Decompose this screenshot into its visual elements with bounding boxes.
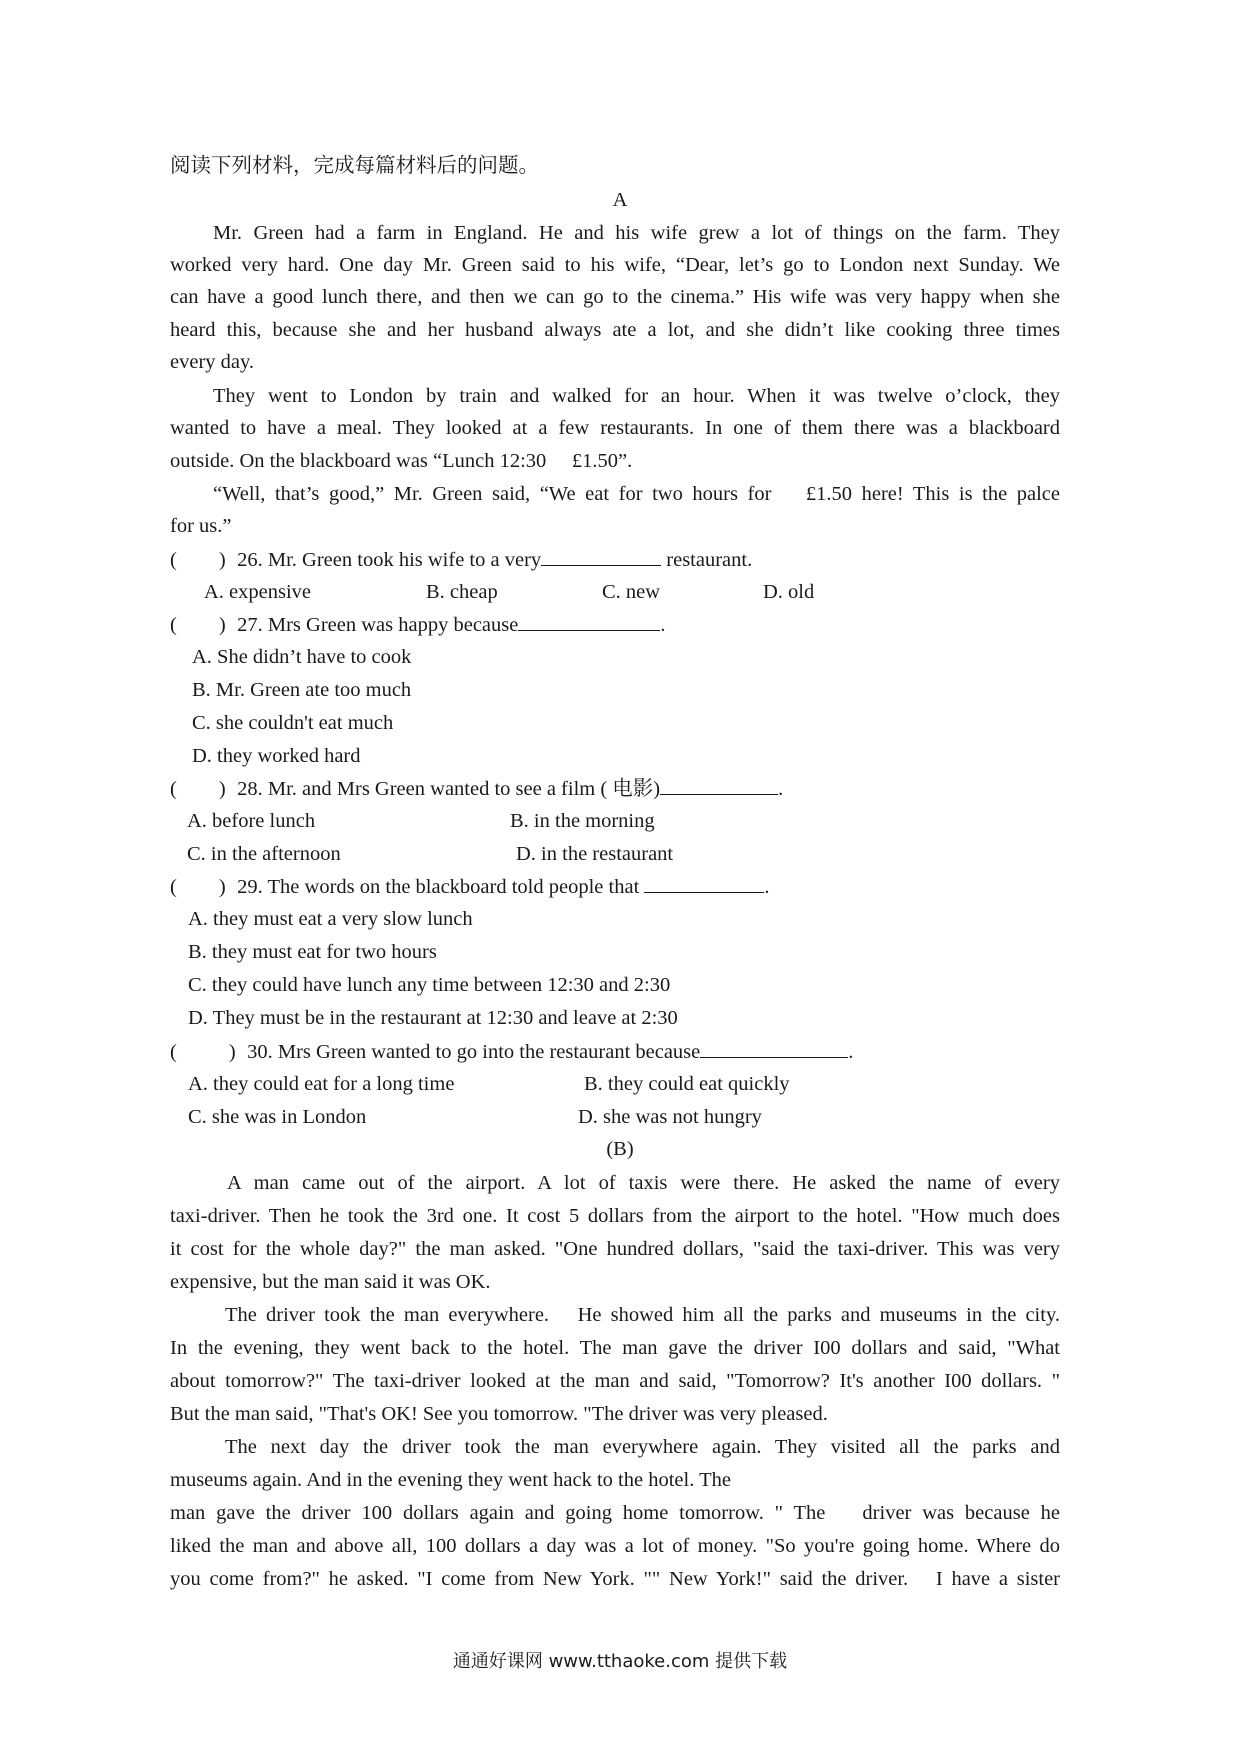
question-27: ( ) 27. Mrs Green was happy because . xyxy=(170,614,666,636)
passage-a-line: heard this, because she and her husband always ate a lot, and she didn’t like cooking three times xyxy=(170,319,1060,341)
passage-b-line: The next day the driver took the man everywhere again. They visited all the parks and xyxy=(225,1436,1060,1458)
passage-a-line: worked very hard. One day Mr. Green said to his wife, “Dear, let’s go to London next Sunday. We xyxy=(170,254,1060,276)
passage-b-line: expensive, but the man said it was OK. xyxy=(170,1271,491,1293)
passage-a-line: outside. On the blackboard was “Lunch 12:30 £1.50”. xyxy=(170,450,633,472)
option-27d[interactable]: D. they worked hard xyxy=(192,745,361,767)
passage-b-heading: (B) xyxy=(606,1138,634,1160)
footer-watermark: 通通好课网 www.tthaoke.com 提供下载 xyxy=(452,1651,788,1672)
option-29b[interactable]: B. they must eat for two hours xyxy=(188,941,437,963)
passage-a-line: They went to London by train and walked for an hour. When it was twelve o’clock, they xyxy=(213,385,1060,407)
passage-b-line: A man came out of the airport. A lot of taxis were there. He asked the name of every xyxy=(227,1172,1060,1194)
option-26a[interactable]: A. expensive xyxy=(204,581,312,603)
option-26d[interactable]: D. old xyxy=(763,581,815,603)
answer-blank[interactable] xyxy=(644,874,764,893)
passage-b-line: about tomorrow?" The taxi-driver looked at the man and said, "Tomorrow? It's another I00 dollars. " xyxy=(170,1370,1060,1392)
question-29: ( ) 29. The words on the blackboard told people that . xyxy=(170,876,770,898)
question-30: ( ) 30. Mrs Green wanted to go into the restaurant because . xyxy=(170,1041,854,1063)
passage-a-line: can have a good lunch there, and then we can go to the cinema.” His wife was very happy when she xyxy=(170,286,1060,308)
passage-b-line: But the man said, "That's OK! See you tomorrow. "The driver was very pleased. xyxy=(170,1403,828,1425)
option-30c[interactable]: C. she was in London xyxy=(188,1106,367,1128)
option-28c[interactable]: C. in the afternoon xyxy=(187,843,341,865)
passage-a-heading: A xyxy=(612,189,628,211)
option-26c[interactable]: C. new xyxy=(602,581,661,603)
passage-b-line: you come from?" he asked. "I come from New York. "" New York!" said the driver. I have a sister xyxy=(170,1568,1060,1590)
passage-b-line: In the evening, they went back to the hotel. The man gave the driver I00 dollars and said, "What xyxy=(170,1337,1060,1359)
option-27b[interactable]: B. Mr. Green ate too much xyxy=(192,679,412,701)
passage-a-line: every day. xyxy=(170,351,255,373)
option-29a[interactable]: A. they must eat a very slow lunch xyxy=(188,908,473,930)
option-30d[interactable]: D. she was not hungry xyxy=(578,1106,762,1128)
option-30a[interactable]: A. they could eat for a long time xyxy=(188,1073,455,1095)
question-26: ( ) 26. Mr. Green took his wife to a very restaurant. xyxy=(170,549,753,571)
option-27a[interactable]: A. She didn’t have to cook xyxy=(192,646,412,668)
passage-a-line: wanted to have a meal. They looked at a few restaurants. In one of them there was a blackboard xyxy=(170,417,1060,439)
question-28: ( ) 28. Mr. and Mrs Green wanted to see a film ( 电影) . xyxy=(170,778,784,800)
instruction-text: 阅读下列材料，完成每篇材料后的问题。 xyxy=(170,155,539,177)
option-29c[interactable]: C. they could have lunch any time between 12:30 and 2:30 xyxy=(188,974,671,996)
passage-a-line: “Well, that’s good,” Mr. Green said, “We eat for two hours for £1.50 here! This is the palce xyxy=(213,483,1060,505)
passage-b-line: taxi-driver. Then he took the 3rd one. It cost 5 dollars from the airport to the hotel. "How much does xyxy=(170,1205,1060,1227)
passage-b-line: museums again. And in the evening they went hack to the hotel. The xyxy=(170,1469,731,1491)
passage-b-line: liked the man and above all, 100 dollars a day was a lot of money. "So you're going home. Where do xyxy=(170,1535,1060,1557)
option-28d[interactable]: D. in the restaurant xyxy=(516,843,674,865)
passage-b-line: it cost for the whole day?" the man asked. "One hundred dollars, "said the taxi-driver. This was very xyxy=(170,1238,1060,1260)
option-28b[interactable]: B. in the morning xyxy=(510,810,655,832)
option-27c[interactable]: C. she couldn't eat much xyxy=(192,712,394,734)
option-29d[interactable]: D. They must be in the restaurant at 12:30 and leave at 2:30 xyxy=(188,1007,678,1029)
option-30b[interactable]: B. they could eat quickly xyxy=(584,1073,790,1095)
option-26b[interactable]: B. cheap xyxy=(426,581,498,603)
passage-b-line: The driver took the man everywhere. He showed him all the parks and museums in the city. xyxy=(225,1304,1060,1326)
passage-a-line: Mr. Green had a farm in England. He and his wife grew a lot of things on the farm. They xyxy=(213,222,1060,244)
answer-blank[interactable] xyxy=(518,612,660,631)
option-28a[interactable]: A. before lunch xyxy=(187,810,316,832)
passage-a-line: for us.” xyxy=(170,515,232,537)
passage-b-line: man gave the driver 100 dollars again and going home tomorrow. " The driver was because he xyxy=(170,1502,1060,1524)
answer-blank[interactable] xyxy=(541,547,661,566)
answer-blank[interactable] xyxy=(660,776,778,795)
answer-blank[interactable] xyxy=(700,1039,848,1058)
